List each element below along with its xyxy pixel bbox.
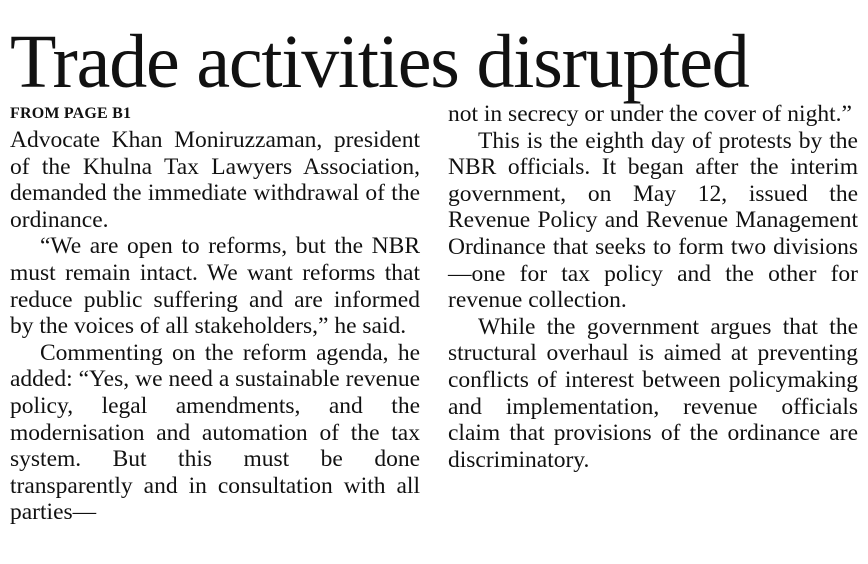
headline: Trade activities disrupted <box>10 20 749 104</box>
paragraph: Advocate Khan Moniruzzaman, president of the Khulna Tax Lawyers Association, demanded the immediate withdrawal of the ordinance. <box>10 127 420 233</box>
article-column-left <box>10 101 420 526</box>
paragraph: While the government argues that the structural overhaul is aimed at preventing conflicts of interest between policymaking and implementation, revenue officials claim that provisions of the ordinance are discriminatory. <box>448 313 858 473</box>
paragraph-continued: not in secrecy or under the cover of night.” <box>448 101 852 127</box>
article-column-right <box>448 101 858 473</box>
paragraph: Commenting on the reform agenda, he added: “Yes, we need a sustainable revenue policy, legal amendments, and the modernisation and automation of the tax system. But this must be done transparently and in consultation with all parties— <box>10 339 420 526</box>
paragraph: “We are open to reforms, but the NBR must remain intact. We want reforms that reduce public suffering and are informed by the voices of all stakeholders,” he said. <box>10 233 420 340</box>
continuation-kicker: FROM PAGE B1 <box>10 105 132 122</box>
paragraph: This is the eighth day of protests by the NBR officials. It began after the interim government, on May 12, issued the Revenue Policy and Revenue Management Ordinance that seeks to form two divisions—one for tax policy and the other for revenue collection. <box>448 127 858 314</box>
